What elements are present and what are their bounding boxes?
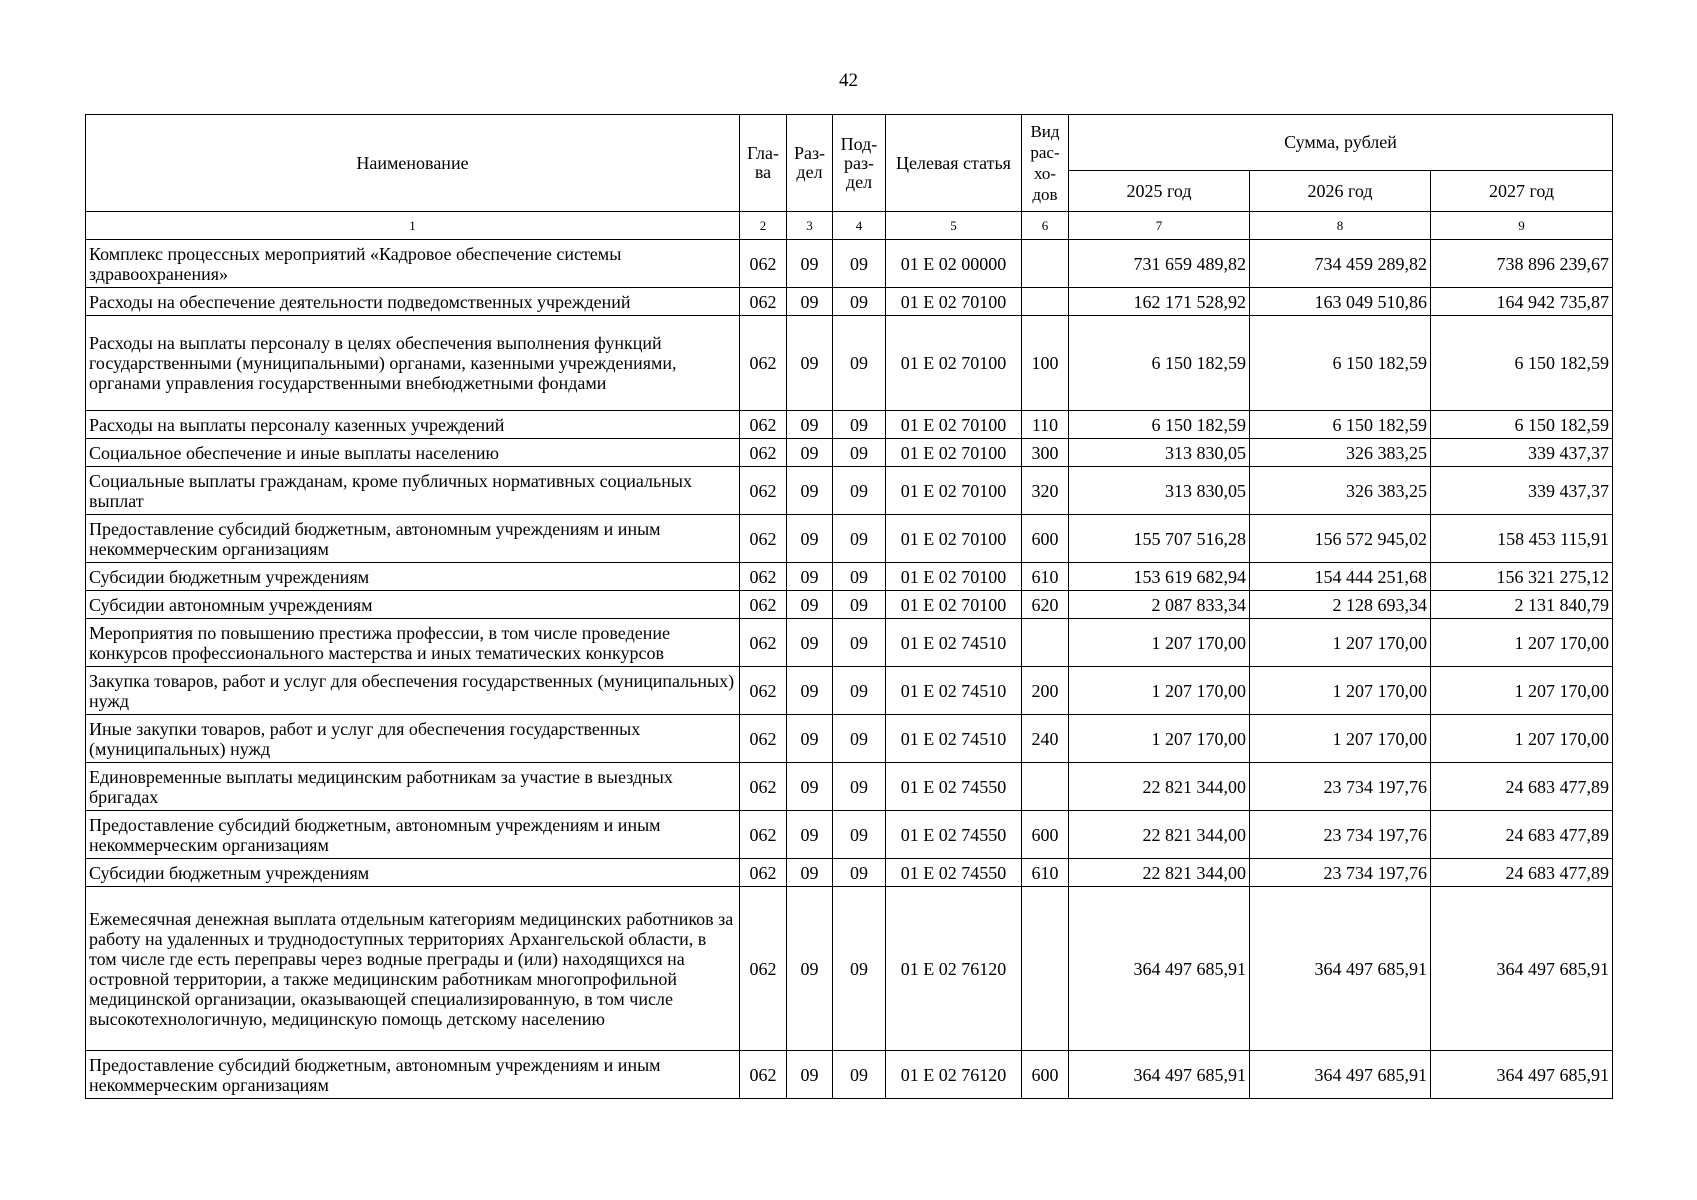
row-glava: 062 bbox=[740, 887, 787, 1051]
header-name: Наименование bbox=[86, 115, 740, 212]
column-number: 5 bbox=[886, 212, 1022, 240]
row-sum-2027: 24 683 477,89 bbox=[1431, 811, 1613, 859]
row-sum-2026: 326 383,25 bbox=[1250, 467, 1431, 515]
table-row bbox=[86, 515, 1613, 563]
row-sum-2027: 2 131 840,79 bbox=[1431, 591, 1613, 619]
page-number: 42 bbox=[839, 70, 858, 91]
row-glava: 062 bbox=[740, 411, 787, 439]
column-number: 7 bbox=[1069, 212, 1250, 240]
row-glava: 062 bbox=[740, 288, 787, 316]
row-vid-rashodov: 240 bbox=[1022, 715, 1069, 763]
row-sum-2027: 158 453 115,91 bbox=[1431, 515, 1613, 563]
row-sum-2025: 364 497 685,91 bbox=[1069, 1051, 1250, 1099]
table-row bbox=[86, 667, 1613, 715]
row-name: Предоставление субсидий бюджетным, автономным учреждениям и иным некоммерческим организациям bbox=[86, 1051, 740, 1099]
row-sum-2026: 1 207 170,00 bbox=[1250, 715, 1431, 763]
row-razdel: 09 bbox=[787, 316, 833, 411]
row-razdel: 09 bbox=[787, 887, 833, 1051]
table-row bbox=[86, 288, 1613, 316]
row-podrazdel: 09 bbox=[833, 467, 886, 515]
row-tselevaya-statya: 01 Е 02 70100 bbox=[886, 288, 1022, 316]
row-name: Единовременные выплаты медицинским работникам за участие в выездных бригадах bbox=[86, 763, 740, 811]
row-sum-2026: 734 459 289,82 bbox=[1250, 240, 1431, 288]
row-tselevaya-statya: 01 Е 02 74550 bbox=[886, 859, 1022, 887]
row-sum-2026: 154 444 251,68 bbox=[1250, 563, 1431, 591]
row-name: Закупка товаров, работ и услуг для обеспечения государственных (муниципальных) нужд bbox=[86, 667, 740, 715]
row-sum-2025: 22 821 344,00 bbox=[1069, 859, 1250, 887]
row-tselevaya-statya: 01 Е 02 74550 bbox=[886, 811, 1022, 859]
row-sum-2026: 23 734 197,76 bbox=[1250, 763, 1431, 811]
header-year-2026: 2026 год bbox=[1250, 171, 1431, 212]
row-sum-2026: 6 150 182,59 bbox=[1250, 316, 1431, 411]
row-name: Субсидии автономным учреждениям bbox=[86, 591, 740, 619]
column-number: 1 bbox=[86, 212, 740, 240]
row-podrazdel: 09 bbox=[833, 439, 886, 467]
column-number: 8 bbox=[1250, 212, 1431, 240]
row-vid-rashodov: 110 bbox=[1022, 411, 1069, 439]
row-podrazdel: 09 bbox=[833, 515, 886, 563]
row-glava: 062 bbox=[740, 619, 787, 667]
header-podrazdel: Под-раз-дел bbox=[833, 115, 886, 212]
row-glava: 062 bbox=[740, 316, 787, 411]
row-name: Предоставление субсидий бюджетным, автономным учреждениям и иным некоммерческим организациям bbox=[86, 811, 740, 859]
row-glava: 062 bbox=[740, 563, 787, 591]
row-name: Иные закупки товаров, работ и услуг для обеспечения государственных (муниципальных) нужд bbox=[86, 715, 740, 763]
row-tselevaya-statya: 01 Е 02 70100 bbox=[886, 467, 1022, 515]
row-sum-2025: 364 497 685,91 bbox=[1069, 887, 1250, 1051]
row-vid-rashodov: 100 bbox=[1022, 316, 1069, 411]
row-sum-2027: 6 150 182,59 bbox=[1431, 411, 1613, 439]
table-row bbox=[86, 811, 1613, 859]
row-podrazdel: 09 bbox=[833, 811, 886, 859]
row-glava: 062 bbox=[740, 1051, 787, 1099]
column-number: 6 bbox=[1022, 212, 1069, 240]
row-sum-2026: 2 128 693,34 bbox=[1250, 591, 1431, 619]
row-vid-rashodov: 620 bbox=[1022, 591, 1069, 619]
header-tselevaya-statya: Целевая статья bbox=[886, 115, 1022, 212]
row-tselevaya-statya: 01 Е 02 70100 bbox=[886, 439, 1022, 467]
row-vid-rashodov: 600 bbox=[1022, 811, 1069, 859]
row-tselevaya-statya: 01 Е 02 74550 bbox=[886, 763, 1022, 811]
row-razdel: 09 bbox=[787, 715, 833, 763]
row-vid-rashodov: 200 bbox=[1022, 667, 1069, 715]
table-row bbox=[86, 887, 1613, 1051]
row-tselevaya-statya: 01 Е 02 74510 bbox=[886, 619, 1022, 667]
row-sum-2025: 162 171 528,92 bbox=[1069, 288, 1250, 316]
table-row bbox=[86, 439, 1613, 467]
row-sum-2025: 1 207 170,00 bbox=[1069, 619, 1250, 667]
row-sum-2025: 313 830,05 bbox=[1069, 467, 1250, 515]
row-name: Субсидии бюджетным учреждениям bbox=[86, 563, 740, 591]
column-number: 9 bbox=[1431, 212, 1613, 240]
row-glava: 062 bbox=[740, 859, 787, 887]
table-row bbox=[86, 316, 1613, 411]
row-sum-2026: 23 734 197,76 bbox=[1250, 859, 1431, 887]
row-tselevaya-statya: 01 Е 02 76120 bbox=[886, 1051, 1022, 1099]
row-tselevaya-statya: 01 Е 02 00000 bbox=[886, 240, 1022, 288]
table-row bbox=[86, 763, 1613, 811]
row-sum-2027: 1 207 170,00 bbox=[1431, 715, 1613, 763]
column-number: 2 bbox=[740, 212, 787, 240]
row-sum-2026: 1 207 170,00 bbox=[1250, 667, 1431, 715]
row-sum-2026: 364 497 685,91 bbox=[1250, 887, 1431, 1051]
row-podrazdel: 09 bbox=[833, 591, 886, 619]
row-vid-rashodov bbox=[1022, 288, 1069, 316]
row-sum-2025: 155 707 516,28 bbox=[1069, 515, 1250, 563]
row-glava: 062 bbox=[740, 763, 787, 811]
row-razdel: 09 bbox=[787, 811, 833, 859]
row-sum-2025: 313 830,05 bbox=[1069, 439, 1250, 467]
row-name: Ежемесячная денежная выплата отдельным категориям медицинских работников за работу на удаленных и труднодоступных территориях Архангельской области, в том числе где есть переправы через водные преграды и (или) находящихся на островной территории, а также медицинским работникам многопрофильной медицинской организации, оказывающей специализированную, в том числе высокотехнологичную, медицинскую помощь детскому населению bbox=[86, 887, 740, 1051]
row-podrazdel: 09 bbox=[833, 887, 886, 1051]
row-sum-2026: 364 497 685,91 bbox=[1250, 1051, 1431, 1099]
column-number: 3 bbox=[787, 212, 833, 240]
row-sum-2025: 1 207 170,00 bbox=[1069, 667, 1250, 715]
row-vid-rashodov: 600 bbox=[1022, 1051, 1069, 1099]
row-glava: 062 bbox=[740, 591, 787, 619]
table-row bbox=[86, 411, 1613, 439]
row-vid-rashodov bbox=[1022, 240, 1069, 288]
row-sum-2026: 326 383,25 bbox=[1250, 439, 1431, 467]
row-podrazdel: 09 bbox=[833, 715, 886, 763]
row-name: Социальные выплаты гражданам, кроме публичных нормативных социальных выплат bbox=[86, 467, 740, 515]
row-vid-rashodov: 300 bbox=[1022, 439, 1069, 467]
header-year-2025: 2025 год bbox=[1069, 171, 1250, 212]
row-glava: 062 bbox=[740, 240, 787, 288]
row-sum-2027: 164 942 735,87 bbox=[1431, 288, 1613, 316]
column-numbers-row bbox=[86, 212, 1613, 240]
row-podrazdel: 09 bbox=[833, 316, 886, 411]
row-tselevaya-statya: 01 Е 02 70100 bbox=[886, 316, 1022, 411]
row-razdel: 09 bbox=[787, 619, 833, 667]
budget-table bbox=[85, 114, 1613, 1099]
row-glava: 062 bbox=[740, 467, 787, 515]
row-sum-2026: 1 207 170,00 bbox=[1250, 619, 1431, 667]
row-razdel: 09 bbox=[787, 667, 833, 715]
row-tselevaya-statya: 01 Е 02 74510 bbox=[886, 667, 1022, 715]
column-number: 4 bbox=[833, 212, 886, 240]
row-sum-2025: 22 821 344,00 bbox=[1069, 811, 1250, 859]
table-body bbox=[86, 240, 1613, 1099]
row-sum-2025: 6 150 182,59 bbox=[1069, 411, 1250, 439]
row-vid-rashodov: 320 bbox=[1022, 467, 1069, 515]
table-header bbox=[86, 115, 1613, 240]
row-sum-2027: 364 497 685,91 bbox=[1431, 1051, 1613, 1099]
table-row bbox=[86, 715, 1613, 763]
row-razdel: 09 bbox=[787, 411, 833, 439]
row-sum-2025: 6 150 182,59 bbox=[1069, 316, 1250, 411]
row-vid-rashodov bbox=[1022, 619, 1069, 667]
table-row bbox=[86, 591, 1613, 619]
row-sum-2027: 24 683 477,89 bbox=[1431, 763, 1613, 811]
row-podrazdel: 09 bbox=[833, 563, 886, 591]
row-sum-2027: 6 150 182,59 bbox=[1431, 316, 1613, 411]
row-podrazdel: 09 bbox=[833, 667, 886, 715]
row-name: Субсидии бюджетным учреждениям bbox=[86, 859, 740, 887]
row-sum-2027: 156 321 275,12 bbox=[1431, 563, 1613, 591]
row-vid-rashodov bbox=[1022, 763, 1069, 811]
row-sum-2026: 163 049 510,86 bbox=[1250, 288, 1431, 316]
row-razdel: 09 bbox=[787, 467, 833, 515]
row-name: Социальное обеспечение и иные выплаты населению bbox=[86, 439, 740, 467]
header-year-2027: 2027 год bbox=[1431, 171, 1613, 212]
table-row bbox=[86, 859, 1613, 887]
row-vid-rashodov: 610 bbox=[1022, 563, 1069, 591]
header-vid-rashodov: Вид рас-хо-дов bbox=[1022, 115, 1069, 212]
row-sum-2026: 6 150 182,59 bbox=[1250, 411, 1431, 439]
row-sum-2026: 23 734 197,76 bbox=[1250, 811, 1431, 859]
row-glava: 062 bbox=[740, 515, 787, 563]
row-podrazdel: 09 bbox=[833, 288, 886, 316]
row-razdel: 09 bbox=[787, 240, 833, 288]
row-sum-2027: 24 683 477,89 bbox=[1431, 859, 1613, 887]
row-razdel: 09 bbox=[787, 515, 833, 563]
row-razdel: 09 bbox=[787, 859, 833, 887]
row-sum-2027: 1 207 170,00 bbox=[1431, 667, 1613, 715]
row-sum-2025: 22 821 344,00 bbox=[1069, 763, 1250, 811]
row-razdel: 09 bbox=[787, 439, 833, 467]
row-glava: 062 bbox=[740, 811, 787, 859]
row-podrazdel: 09 bbox=[833, 763, 886, 811]
row-sum-2027: 339 437,37 bbox=[1431, 467, 1613, 515]
table-row bbox=[86, 467, 1613, 515]
row-sum-2027: 738 896 239,67 bbox=[1431, 240, 1613, 288]
row-podrazdel: 09 bbox=[833, 619, 886, 667]
row-sum-2027: 1 207 170,00 bbox=[1431, 619, 1613, 667]
row-name: Расходы на выплаты персоналу казенных учреждений bbox=[86, 411, 740, 439]
row-vid-rashodov: 610 bbox=[1022, 859, 1069, 887]
row-sum-2027: 339 437,37 bbox=[1431, 439, 1613, 467]
row-name: Расходы на выплаты персоналу в целях обеспечения выполнения функций государственными (муниципальными) органами, казенными учреждениями, органами управления государственными внебюджетными фондами bbox=[86, 316, 740, 411]
header-glava: Гла-ва bbox=[740, 115, 787, 212]
row-glava: 062 bbox=[740, 715, 787, 763]
table-row bbox=[86, 240, 1613, 288]
row-sum-2025: 731 659 489,82 bbox=[1069, 240, 1250, 288]
row-podrazdel: 09 bbox=[833, 1051, 886, 1099]
row-tselevaya-statya: 01 Е 02 70100 bbox=[886, 515, 1022, 563]
row-tselevaya-statya: 01 Е 02 70100 bbox=[886, 563, 1022, 591]
row-sum-2026: 156 572 945,02 bbox=[1250, 515, 1431, 563]
row-name: Расходы на обеспечение деятельности подведомственных учреждений bbox=[86, 288, 740, 316]
row-glava: 062 bbox=[740, 667, 787, 715]
table-row bbox=[86, 619, 1613, 667]
row-razdel: 09 bbox=[787, 563, 833, 591]
row-razdel: 09 bbox=[787, 763, 833, 811]
header-summa: Сумма, рублей bbox=[1069, 115, 1613, 171]
row-sum-2025: 153 619 682,94 bbox=[1069, 563, 1250, 591]
row-tselevaya-statya: 01 Е 02 70100 bbox=[886, 411, 1022, 439]
row-podrazdel: 09 bbox=[833, 240, 886, 288]
row-name: Комплекс процессных мероприятий «Кадровое обеспечение системы здравоохранения» bbox=[86, 240, 740, 288]
header-razdel: Раз-дел bbox=[787, 115, 833, 212]
row-razdel: 09 bbox=[787, 591, 833, 619]
row-vid-rashodov: 600 bbox=[1022, 515, 1069, 563]
row-tselevaya-statya: 01 Е 02 70100 bbox=[886, 591, 1022, 619]
row-tselevaya-statya: 01 Е 02 76120 bbox=[886, 887, 1022, 1051]
row-name: Мероприятия по повышению престижа профессии, в том числе проведение конкурсов профессионального мастерства и иных тематических конкурсов bbox=[86, 619, 740, 667]
table-row bbox=[86, 1051, 1613, 1099]
row-razdel: 09 bbox=[787, 288, 833, 316]
row-razdel: 09 bbox=[787, 1051, 833, 1099]
row-podrazdel: 09 bbox=[833, 411, 886, 439]
row-podrazdel: 09 bbox=[833, 859, 886, 887]
table-row bbox=[86, 563, 1613, 591]
row-vid-rashodov bbox=[1022, 887, 1069, 1051]
row-sum-2025: 1 207 170,00 bbox=[1069, 715, 1250, 763]
row-sum-2027: 364 497 685,91 bbox=[1431, 887, 1613, 1051]
row-name: Предоставление субсидий бюджетным, автономным учреждениям и иным некоммерческим организациям bbox=[86, 515, 740, 563]
row-glava: 062 bbox=[740, 439, 787, 467]
row-sum-2025: 2 087 833,34 bbox=[1069, 591, 1250, 619]
row-tselevaya-statya: 01 Е 02 74510 bbox=[886, 715, 1022, 763]
